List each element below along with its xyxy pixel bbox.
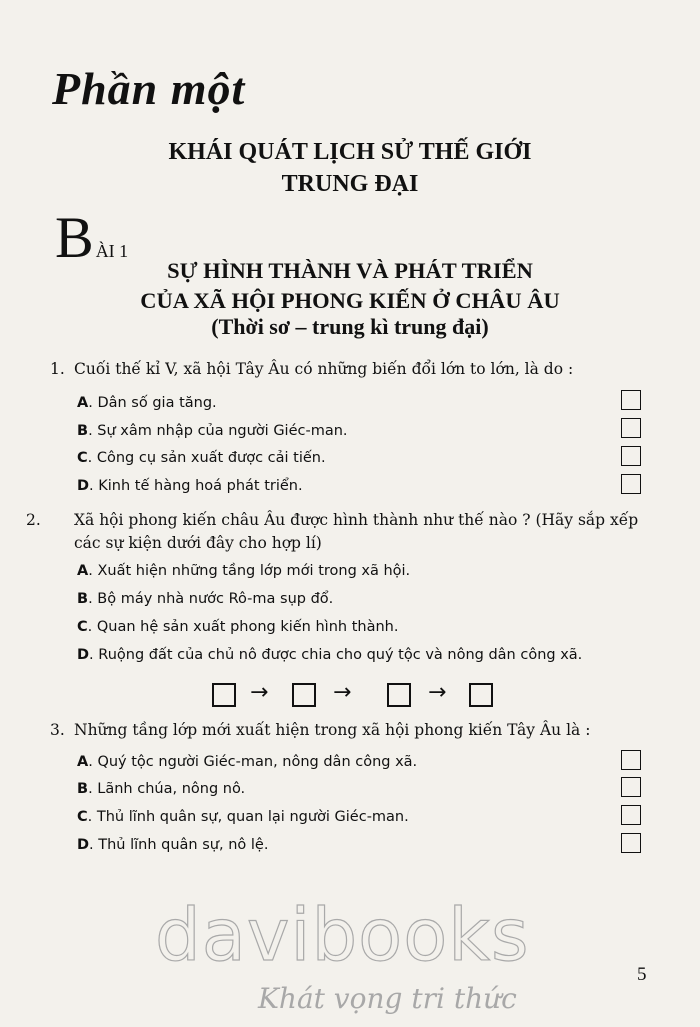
lesson-title (0, 256, 700, 316)
sequence-box-4[interactable] (469, 683, 493, 707)
option-2b (77, 589, 333, 609)
option-2a (77, 561, 410, 581)
option-letter: A (77, 395, 89, 411)
answer-checkbox-1a[interactable] (621, 390, 641, 410)
question-text: Những tầng lớp mới xuất hiện trong xã hội phong kiến Tây Âu là : (74, 721, 591, 739)
answer-checkbox-3a[interactable] (621, 750, 641, 770)
arrow-right-icon: → (250, 680, 269, 705)
option-1c (77, 448, 326, 468)
section-title (0, 136, 700, 200)
section-title-line-2: TRUNG ĐẠI (281, 171, 419, 197)
page-number: 5 (637, 964, 647, 985)
option-1d (77, 476, 303, 496)
answer-checkbox-3c[interactable] (621, 805, 641, 825)
arrow-right-icon: → (428, 680, 447, 705)
option-3a (77, 752, 417, 772)
option-text: . Công cụ sản xuất được cải tiến. (87, 450, 326, 466)
watermark-slogan: Khát vọng tri thức (258, 982, 517, 1015)
option-text: . Quan hệ sản xuất phong kiến hình thành. (87, 619, 399, 635)
part-title: Phần một (52, 63, 246, 114)
option-text: . Bộ máy nhà nước Rô-ma sụp đổ. (88, 591, 334, 607)
lesson-title-line-1: SỰ HÌNH THÀNH VÀ PHÁT TRIỂN (167, 258, 533, 283)
option-letter: D (77, 478, 90, 494)
option-letter: C (77, 450, 88, 466)
lesson-heading-initial: B (55, 205, 94, 270)
arrow-right-icon: → (333, 680, 352, 705)
answer-checkbox-1d[interactable] (621, 474, 641, 494)
option-text: . Dân số gia tăng. (88, 395, 217, 411)
question-2 (26, 509, 664, 555)
option-text: . Quý tộc người Giéc-man, nông dân công xã. (88, 754, 418, 770)
option-letter: D (77, 837, 90, 853)
option-text: . Sự xâm nhập của người Giéc-man. (88, 423, 348, 439)
question-3 (50, 719, 640, 742)
option-1b (77, 421, 348, 441)
option-2c (77, 617, 398, 637)
answer-checkbox-3d[interactable] (621, 833, 641, 853)
option-text: . Xuất hiện những tầng lớp mới trong xã hội. (88, 563, 411, 579)
option-letter: A (77, 754, 89, 770)
watermark-logo: davibooks (155, 893, 530, 977)
option-2d (77, 645, 582, 665)
question-number: 1. (50, 360, 65, 378)
option-letter: B (77, 423, 89, 439)
option-letter: C (77, 619, 88, 635)
option-text: . Lãnh chúa, nông nô. (88, 781, 246, 797)
option-3c (77, 807, 409, 827)
option-letter: C (77, 809, 88, 825)
option-1a (77, 393, 217, 413)
answer-checkbox-1b[interactable] (621, 418, 641, 438)
section-title-line-1: KHÁI QUÁT LỊCH SỬ THẾ GIỚI (168, 139, 532, 165)
option-text: . Thủ lĩnh quân sự, quan lại người Giéc-man. (87, 809, 409, 825)
option-letter: A (77, 563, 89, 579)
question-1 (50, 358, 640, 381)
lesson-heading-rest: ÀI 1 (95, 241, 129, 261)
answer-checkbox-1c[interactable] (621, 446, 641, 466)
sequence-box-1[interactable] (212, 683, 236, 707)
lesson-title-line-2: CỦA XÃ HỘI PHONG KIẾN Ở CHÂU ÂU (140, 288, 560, 313)
option-text: . Ruộng đất của chủ nô được chia cho quý tộc và nông dân công xã. (89, 647, 583, 663)
question-text: Cuối thế kỉ V, xã hội Tây Âu có những biến đổi lớn to lớn, là do : (74, 360, 574, 378)
option-3d (77, 835, 268, 855)
option-3b (77, 779, 245, 799)
question-text: Xã hội phong kiến châu Âu được hình thành như thế nào ? (Hãy sắp xếp các sự kiện dưới đây cho hợp lí) (74, 511, 639, 552)
option-letter: B (77, 591, 89, 607)
question-number: 2. (26, 511, 41, 529)
sequence-box-2[interactable] (292, 683, 316, 707)
sequence-order (0, 680, 700, 707)
lesson-subtitle: (Thời sơ – trung kì trung đại) (211, 314, 489, 339)
sequence-box-3[interactable] (387, 683, 411, 707)
question-number: 3. (50, 721, 65, 739)
option-text: . Kinh tế hàng hoá phát triển. (89, 478, 303, 494)
option-letter: D (77, 647, 90, 663)
option-text: . Thủ lĩnh quân sự, nô lệ. (89, 837, 269, 853)
option-letter: B (77, 781, 89, 797)
answer-checkbox-3b[interactable] (621, 777, 641, 797)
